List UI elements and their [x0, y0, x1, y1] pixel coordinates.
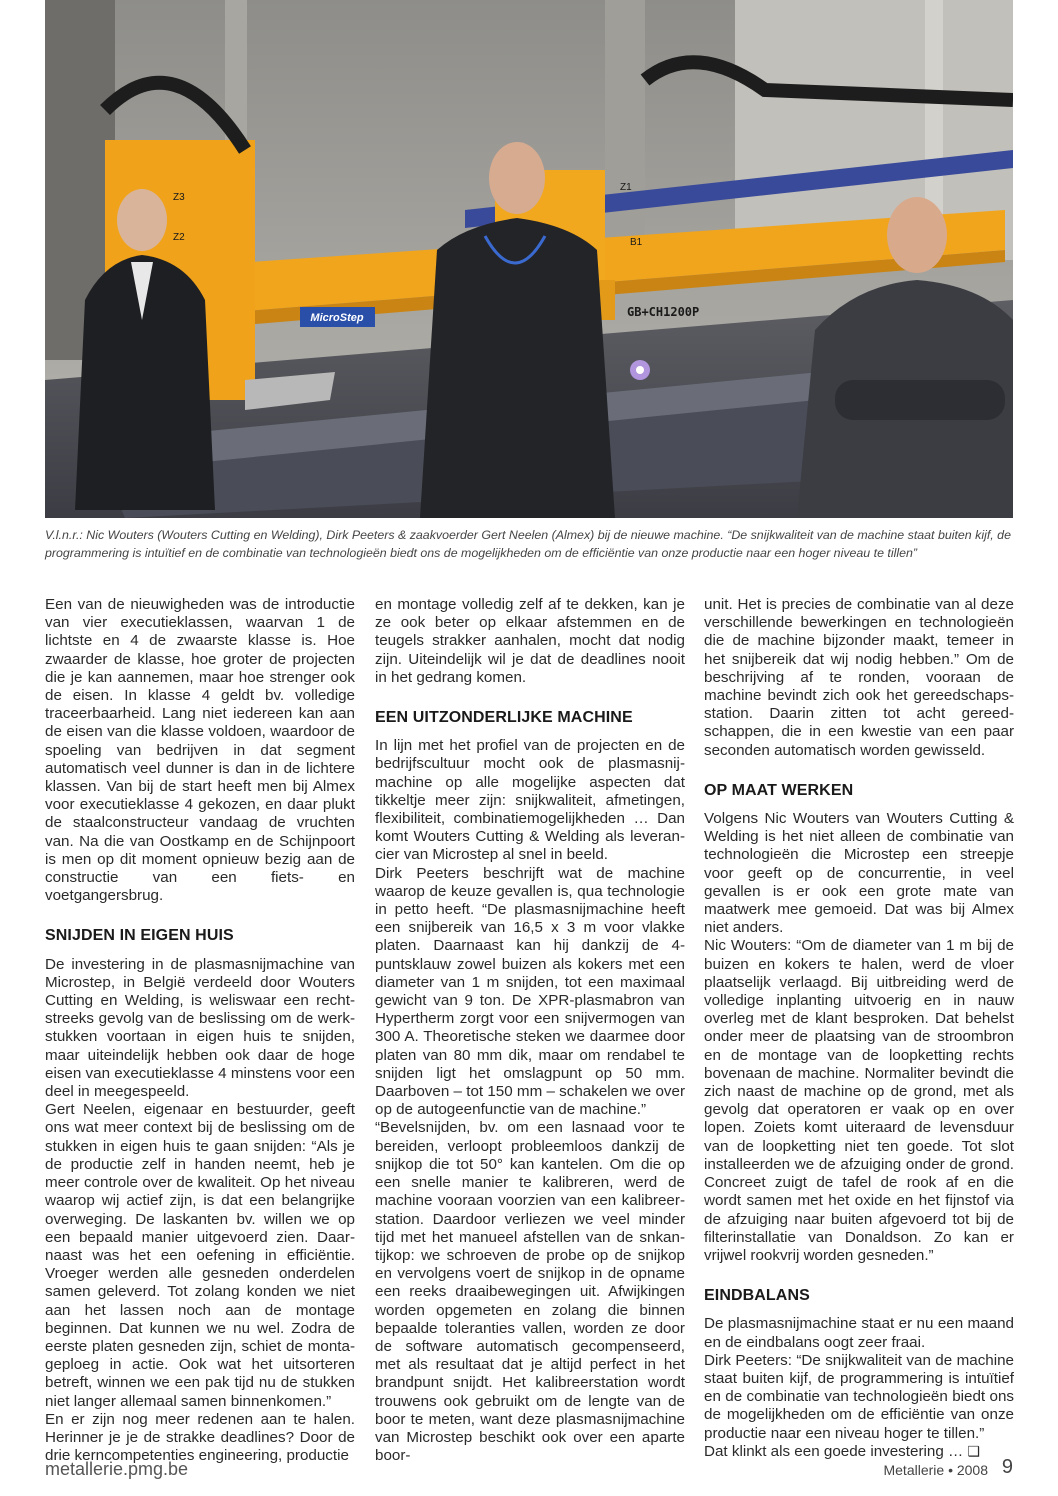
text-column-2: [375, 596, 685, 1465]
article-photo: [45, 0, 1013, 518]
paragraph: “Bevelsnijden, bv. om een lasnaad voor te bereiden, verloopt probleemloos dankzij de snijkop die tot 50° kan kantelen. Om die op een snelle manier te kalibreren, werd de machine vooraan voorzien van een kalibreerstation. Daardoor verliezen we veel minder tijd met het manueel afstellen van de snkantijkop: we schroeven de probe op de snijkop en vervolgens voert de snijkop in de opname een reeks draaibewegingen uit. Afwijkingen worden opgemeten en zolang die binnen bepaalde toleranties vallen, worden ze door de software automatisch gecompenseerd, met als resultaat dat je altijd perfect in het brandpunt snijdt. Het kalibreerstation wordt trouwens ook gebruikt om de lengte van de boor te meten, want deze plasmasnijmachine van Microstep beschikt ook over een aparte boor-: [375, 1119, 685, 1465]
paragraph: De plasmasnijmachine staat er nu een maand en de eindbalans oogt zeer fraai.: [704, 1315, 1014, 1351]
paragraph: Volgens Nic Wouters van Wouters Cutting & Welding is het niet alleen de combinatie van technologieën die Microstep een streepje voor geeft op de concurrentie, in veel gevallen is er ook een grote mate van maatwerk mee gemoeid. Dat was bij Almex niet anders.: [704, 810, 1014, 937]
footer-website-link[interactable]: metallerie.pmg.be: [45, 1459, 189, 1479]
paragraph: Dirk Peeters beschrijft wat de machine waarop de keuze gevallen is, qua technologie in petto heeft. “De plasmasnijmachine heeft een snijbereik van 16,5 x 3 m voor vlakke platen. Daarnaast kan hij dankzij de 4-puntsklauw zowel buizen als kokers met een diameter van 1 m snijden, tot een maximaal gewicht van 9 ton. De XPR-plasmabron van Hypertherm zorgt voor een snijvermogen van 300 A. Theoretische steken we daarmee door platen van 80 mm dik, maar om rendabel te snijden ligt het omslagpunt op 50 mm. Daarboven – tot 150 mm – schakelen we over op de autogeenfunctie van de machine.”: [375, 864, 685, 1119]
section-heading: OP MAAT WERKEN: [704, 781, 854, 799]
paragraph: En er zijn nog meer redenen aan te halen. Herinner je je de strakke deadlines? Door de drie kerncompetenties engineering, productie: [45, 1410, 355, 1465]
paragraph: De investering in de plasmasnijmachine van Microstep, in België verdeeld door Wouters Cutting en Welding, is weliswaar een rechtstreeks gevolg van de beslissing om de werkstukken voortaan in eigen huis te snijden, maar uiteindelijk hebben ook daar de hoge eisen van executieklasse 4 minstens voor een deel in meegespeeld.: [45, 955, 355, 1101]
photo-caption: V.l.n.r.: Nic Wouters (Wouters Cutting en Welding), Dirk Peeters & zaakvoerder Gert Neelen (Almex) bij de nieuwe machine. “De snijkwaliteit van de machine staat buiten kijf, de programmering is intuïtief en de combinatie van technologieën biedt ons de mogelijkheden om de efficiëntie van onze productie naar een hoger niveau te tillen”: [45, 528, 1011, 560]
section-heading: SNIJDEN IN EIGEN HUIS: [45, 927, 234, 945]
section-heading: EEN UITZONDERLIJKE MACHINE: [375, 709, 633, 727]
axis-label-z2: Z2: [173, 232, 185, 243]
closing-line: [704, 1443, 1014, 1461]
axis-label-z1: Z1: [620, 182, 632, 193]
axis-label-z3: Z3: [173, 192, 185, 203]
footer-magazine-issue: Metallerie • 2008: [883, 1462, 988, 1478]
closing-text: Dat klinkt als een goede investering …: [704, 1442, 964, 1460]
machine-model-label: GB+CH1200P: [627, 305, 700, 319]
paragraph: Gert Neelen, eigenaar en bestuurder, geeft ons wat meer context bij de beslissing om de stukken in eigen huis te gaan snijden: “Als je de productie zelf in handen neemt, heb je meer controle over de kwaliteit. Op het niveau waarop wij actief zijn, is dat een belangrijke overweging. De laskanten bv. willen we op een bepaald manier uitgevoerd zien. Daarnaast was het een oefening in efficiëntie. Vroeger werden alle gesneden onderdelen samen geleverd. Tot zolang konden we niet aan het lassen noch aan de montage beginnen. Dat kunnen we nu wel. Zodra de eerste platen gesneden zijn, schiet de montageploeg in actie. Ook wat het uitsorteren betreft, winnen we een pak tijd nu de stukken niet langer allemaal samen binnenkomen.”: [45, 1101, 355, 1410]
paragraph: Nic Wouters: “Om de diameter van 1 m bij de buizen en kokers te halen, werd de vloer plaatselijk verlaagd. Bij uitbreiding werd de volledige inplanting uitvoerig en in nauw overleg met de klant besproken. Dat behelst onder meer de plaatsing van de stroombron en de montage van de loopketting rechts bovenaan de machine. Normaliter bevindt die zich naast de machine op de grond, met als gevolg dat operatoren er vaak op en over lopen. Zoiets komt uiteraard de levensduur van de loopketting niet ten goede. Tot slot installeerden we de afzuiging onder de grond. Concreet zuigt de tafel de rook af en die wordt samen met het oxide en het fijnstof via de afzuiging naar buiten afgevoerd tot bij de filterinstallatie van Donaldson. Zo kan er vrijwel rookvrij worden gesneden.”: [704, 937, 1014, 1264]
text-column-3: [704, 596, 1014, 1461]
machine-brand-label: MicroStep: [310, 312, 364, 324]
paragraph: In lijn met het profiel van de projecten en de bedrijfscultuur mocht ook de plasmasnijmachine op alle mogelijke aspecten dat tikkeltje meer zijn: snijkwaliteit, afmetingen, flexibiliteit, combinatiemogelijkheden … Dan komt Wouters Cutting & Welding als leverancier van Microstep al snel in beeld.: [375, 737, 685, 864]
paragraph: en montage volledig zelf af te dekken, kan je ze ook beter op elkaar afstemmen en de teugels strakker aanhalen, mocht dat nodig zijn. Uiteindelijk wil je dat de deadlines nooit in het gedrang komen.: [375, 596, 685, 686]
machine-photo-illustration: [45, 0, 1013, 518]
paragraph: unit. Het is precies de combinatie van al deze verschillende bewerkingen en technologieën die de machine bijzonder maakt, temeer in het snijbereik dat wij nodig hebben.” Om de beschrijving af te ronden, vooraan de machine bevindt zich ook het gereedschapsstation. Daarin zitten tot acht gereedschappen, die in een kwestie van een paar seconden automatisch worden gewisseld.: [704, 596, 1014, 759]
text-column-1: [45, 596, 355, 1465]
paragraph: Een van de nieuwigheden was de introductie van vier executieklassen, waarvan 1 de lichtste en 4 de zwaarste klasse is. Hoe zwaarder de klasse, hoe groter de projecten die je kan aannemen, maar hoe strenger ook de eisen. In klasse 4 geldt bv. volledige traceerbaarheid. Lang niet iedereen kan aan de eisen van die klasse voldoen, waardoor de spoeling van bedrijven in dat segment automatisch veel dunner is dan in de lichtere klassen. Van bij de start heeft men bij Almex voor executieklasse 4 gekozen, en daar plukt de staalconstructeur vandaag de vruchten van. Na die van Oostkamp en de Schijnpoort is men op dit moment opnieuw bezig aan de constructie van een fiets- en voetgangersbrug.: [45, 596, 355, 905]
page-number: 9: [1001, 1456, 1013, 1478]
end-of-article-icon: ❑: [967, 1443, 980, 1460]
axis-label-b1: B1: [630, 237, 643, 248]
paragraph: Dirk Peeters: “De snijkwaliteit van de machine staat buiten kijf, de programmering is intuïtief en de combinatie van technologieën biedt ons de mogelijkheden om de efficiëntie van onze productie naar een niveau hoger te tillen.”: [704, 1351, 1014, 1442]
section-heading: EINDBALANS: [704, 1287, 810, 1305]
